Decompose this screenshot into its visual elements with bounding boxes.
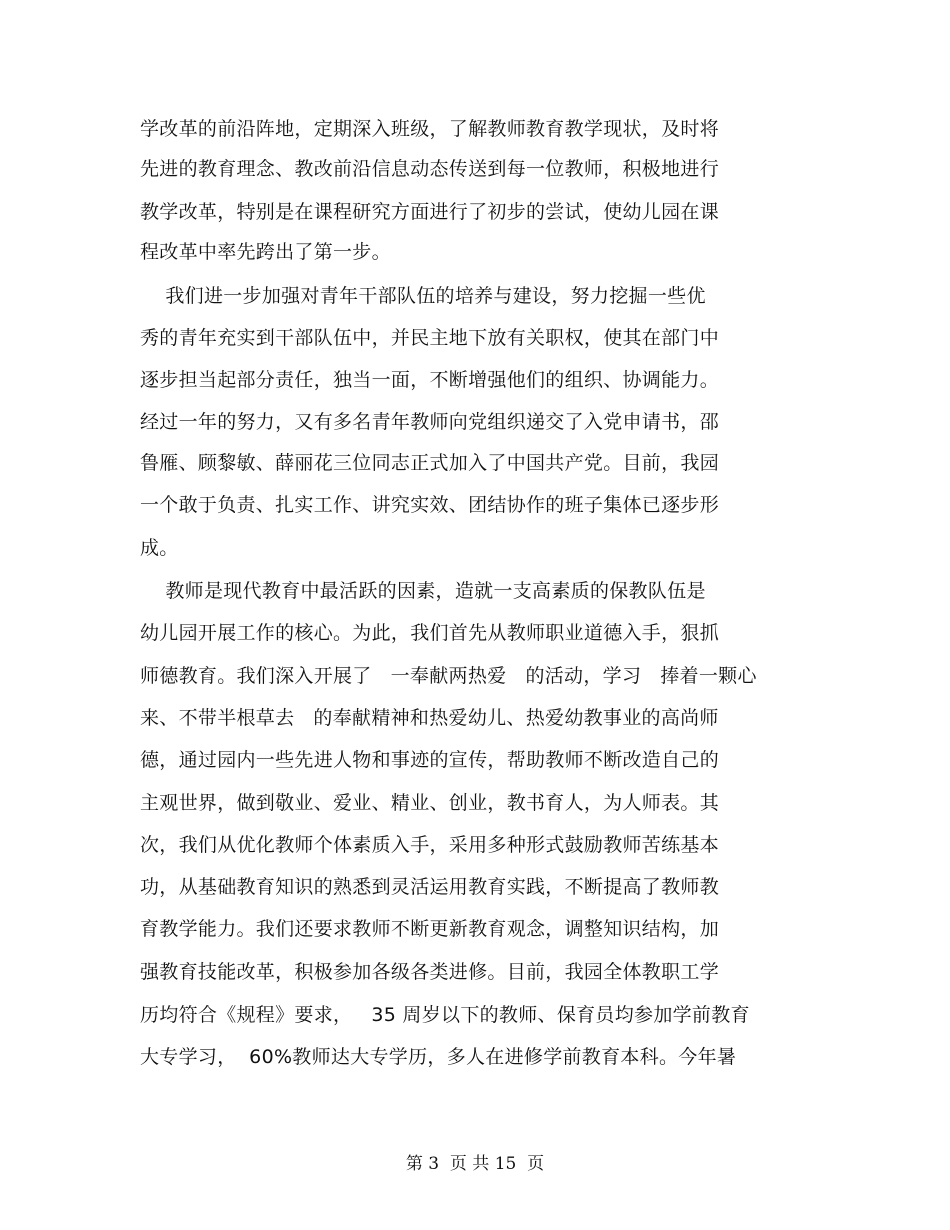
text-line: 德，通过园内一些先进人物和事迹的宣传，帮助教师不断改造自己的 <box>140 749 720 771</box>
text-line: 强教育技能改革，积极参加各级各类进修。目前，我园全体教职工学 <box>140 961 720 983</box>
text-line: 学改革的前沿阵地，定期深入班级，了解教师教育教学现状，及时将 <box>140 118 720 140</box>
text-line: 幼儿园开展工作的核心。为此，我们首先从教师职业道德入手，狠抓 <box>140 622 720 644</box>
text-line: 大专学习， 60%教师达大专学历，多人在进修学前教育本科。今年暑 <box>140 1046 737 1068</box>
text-line: 程改革中率先跨出了第一步。 <box>140 241 391 263</box>
text-line: 先进的教育理念、教改前沿信息动态传送到每一位教师，积极地进行 <box>140 158 720 180</box>
text-line: 秀的青年充实到干部队伍中，并民主地下放有关职权，使其在部门中 <box>140 327 720 349</box>
page-footer: 第 3 页 共 15 页 <box>405 1154 545 1174</box>
text-line: 经过一年的努力，又有多名青年教师向党组织递交了入党申请书，邵 <box>140 411 720 433</box>
text-line: 教学改革，特别是在课程研究方面进行了初步的尝试，使幼儿园在课 <box>140 201 720 223</box>
text-line: 教师是现代教育中最活跃的因素，造就一支高素质的保教队伍是 <box>140 580 706 602</box>
text-line: 历均符合《规程》要求， 35 周岁以下的教师、保育员均参加学前教育 <box>140 1004 750 1026</box>
text-line: 鲁雁、顾黎敏、薛丽花三位同志正式加入了中国共产党。目前，我园 <box>140 452 720 474</box>
text-line: 次，我们从优化教师个体素质入手，采用多种形式鼓励教师苦练基本 <box>140 834 720 856</box>
text-line: 师德教育。我们深入开展了 一奉献两热爱 的活动，学习 捧着一颗心 <box>140 665 757 687</box>
text-line: 主观世界，做到敬业、爱业、精业、创业，教书育人，为人师表。其 <box>140 792 720 814</box>
text-line: 一个敢于负责、扎实工作、讲究实效、团结协作的班子集体已逐步形 <box>140 494 720 516</box>
text-line: 成。 <box>140 537 179 559</box>
text-line: 来、不带半根草去 的奉献精神和热爱幼儿、热爱幼教事业的高尚师 <box>140 707 719 729</box>
text-line: 逐步担当起部分责任，独当一面，不断增强他们的组织、协调能力。 <box>140 369 720 391</box>
text-line: 功，从基础教育知识的熟悉到灵活运用教育实践，不断提高了教师教 <box>140 876 720 898</box>
text-line: 我们进一步加强对青年干部队伍的培养与建设，努力挖掘一些优 <box>140 285 706 307</box>
text-line: 育教学能力。我们还要求教师不断更新教育观念，调整知识结构，加 <box>140 918 720 940</box>
